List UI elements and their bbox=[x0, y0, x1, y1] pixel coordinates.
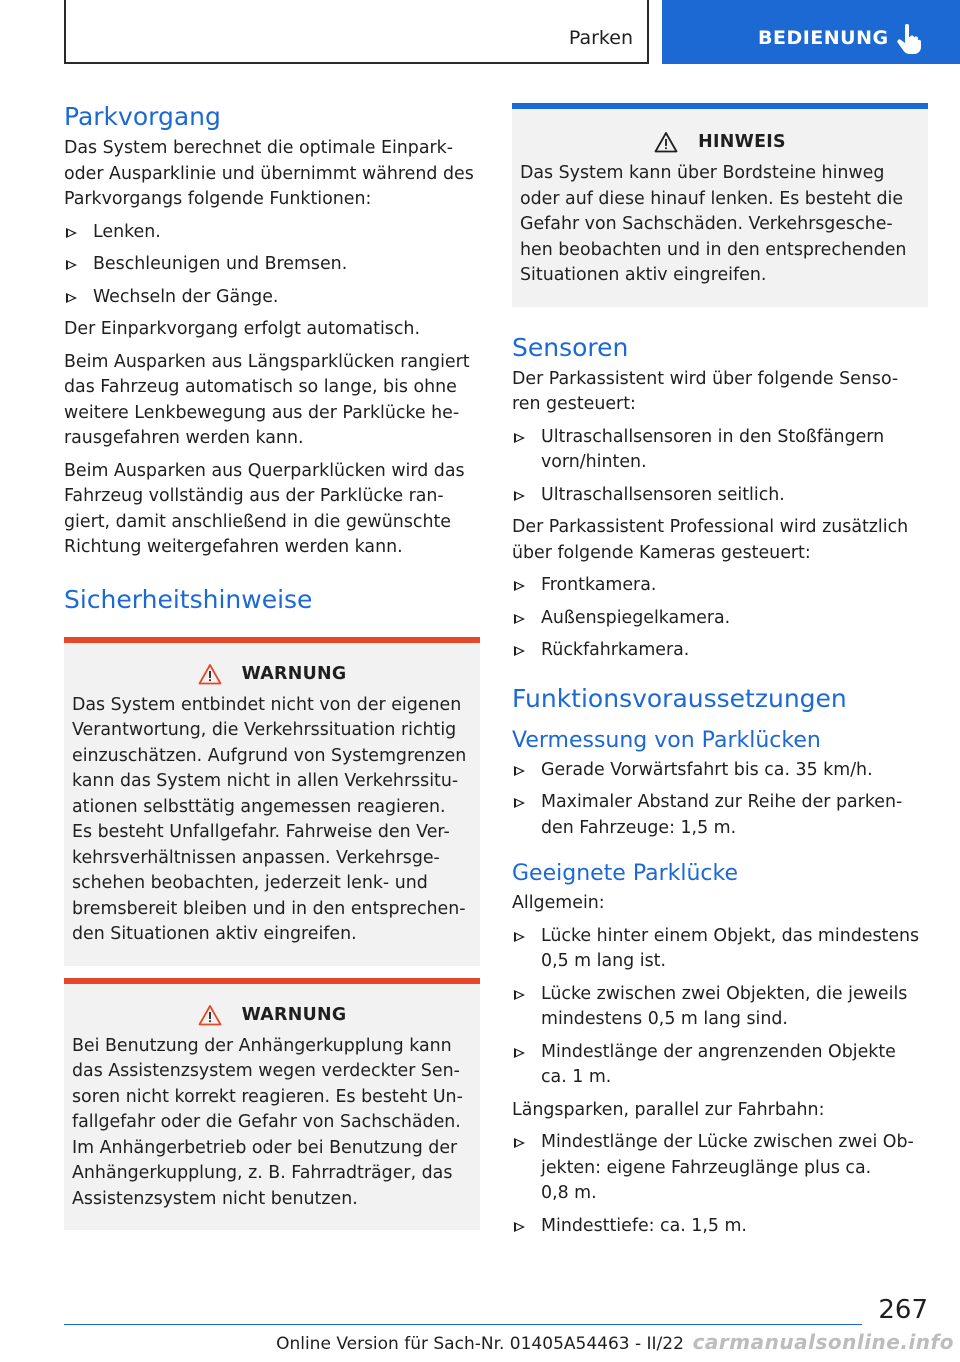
header-section-box bbox=[64, 0, 649, 64]
kamera-list bbox=[512, 573, 928, 664]
list-item: Ultraschallsensoren in den Stoßfängern vorn/hinten. bbox=[512, 425, 928, 476]
list-item: Gerade Vorwärtsfahrt bis ca. 35 km/h. bbox=[512, 758, 928, 784]
warning-title-row bbox=[72, 659, 472, 689]
list-item: Rückfahrkamera. bbox=[512, 638, 928, 664]
page-number: 267 bbox=[878, 1295, 928, 1325]
header-chapter-label: BEDIENUNG bbox=[758, 27, 889, 49]
list-item: Lenken. bbox=[64, 220, 480, 246]
left-column bbox=[64, 100, 480, 1230]
hinweis-title: HINWEIS bbox=[698, 132, 786, 152]
warning-triangle-icon bbox=[198, 663, 222, 685]
bullet-arrow-icon bbox=[514, 433, 525, 443]
list-item: Lücke zwischen zwei Objekten, die jeweils mindestens 0,5 m lang sind. bbox=[512, 982, 928, 1033]
geeignet-heading: Geeignete Parklücke bbox=[512, 861, 739, 886]
sensoren-list bbox=[512, 425, 928, 509]
kamera-intro: Der Parkassistent Professional wird zusätzlich über folgende Kameras gesteuert: bbox=[512, 517, 909, 563]
parkvorgang-intro: Das System berechnet die optimale Einpark- oder Ausparklinie und übernimmt während des Parkvorgangs folgende Funktionen: bbox=[64, 138, 474, 209]
bullet-arrow-icon bbox=[66, 228, 77, 238]
paragraph-einparken: Der Einparkvorgang erfolgt automatisch. bbox=[64, 319, 420, 339]
parkvorgang-list bbox=[64, 220, 480, 311]
funktion-heading: Funktionsvoraussetzungen bbox=[512, 683, 847, 713]
list-item: Wechseln der Gänge. bbox=[64, 285, 480, 311]
bullet-arrow-icon bbox=[66, 260, 77, 270]
allgemein-list bbox=[512, 924, 928, 1091]
header-chapter-tab bbox=[662, 0, 960, 64]
warning-title-row bbox=[72, 1000, 472, 1030]
notice-triangle-icon bbox=[654, 131, 678, 153]
bullet-arrow-icon bbox=[514, 1048, 525, 1058]
list-item: Außenspiegelkamera. bbox=[512, 606, 928, 632]
laengs-label: Längsparken, parallel zur Fahrbahn: bbox=[512, 1099, 825, 1120]
warning-title: WARNUNG bbox=[241, 1004, 347, 1025]
bullet-arrow-icon bbox=[514, 766, 525, 776]
warning-text: Bei Benutzung der Anhängerkupplung kann das Assistenzsystem wegen verdeckter Sen- soren nicht korrekt reagieren. Es besteht Un- fallgefahr oder die Gefahr von Sachschäden. Im Anhängerbetrieb oder bei Benutzung der Anhängerkupplung, z. B. Fahrradträger, das Assistenzsystem nicht benutzen. bbox=[72, 1035, 463, 1209]
bullet-arrow-icon bbox=[514, 990, 525, 1000]
warning-box-2 bbox=[64, 978, 480, 1231]
footer-online-version: Online Version für Sach-Nr. 01405A54463 - II/22 bbox=[276, 1334, 684, 1354]
bullet-arrow-icon bbox=[514, 1222, 525, 1232]
header-section-label: Parken bbox=[568, 27, 633, 49]
watermark: carmanualsonline.info bbox=[692, 1330, 954, 1354]
warning-box-1 bbox=[64, 637, 480, 966]
laengs-list bbox=[512, 1130, 928, 1239]
warning-text: Das System entbindet nicht von der eigenen Verantwortung, die Verkehrssituation richtig einzuschätzen. Aufgrund von Systemgrenzen kann das System nicht in allen Verkehrssitu- ationen selbsttätig angemessen reagieren. Es besteht Unfallgefahr. Fahrweise den Ver- kehrsverhältnissen anpassen. Verkehrsge- schehen beobachten, jederzeit lenk- und bremsbereit bleiben und in den entsprechen- den Situationen aktiv eingreifen. bbox=[72, 694, 467, 944]
paragraph-laengs: Beim Ausparken aus Längsparklücken rangiert das Fahrzeug automatisch so lange, bis ohne weitere Lenkbewegung aus der Parklücke he- rausgefahren werden kann. bbox=[64, 351, 470, 448]
hinweis-box bbox=[512, 103, 928, 307]
paragraph-quer: Beim Ausparken aus Querparklücken wird das Fahrzeug vollständig aus der Parklücke ran- giert, damit anschließend in die gewünschte Richtung weitergefahren werden kann. bbox=[64, 460, 465, 557]
list-item: Maximaler Abstand zur Reihe der parken- den Fahrzeuge: 1,5 m. bbox=[512, 790, 928, 841]
parkvorgang-heading: Parkvorgang bbox=[64, 102, 221, 131]
vermessung-heading: Vermessung von Parklücken bbox=[512, 727, 821, 753]
list-item: Mindesttiefe: ca. 1,5 m. bbox=[512, 1214, 928, 1240]
bullet-arrow-icon bbox=[514, 932, 525, 942]
bullet-arrow-icon bbox=[514, 646, 525, 656]
footer-divider bbox=[64, 1324, 862, 1325]
right-column bbox=[512, 103, 928, 1246]
list-item: Mindestlänge der Lücke zwischen zwei Ob- jekten: eigene Fahrzeuglänge plus ca. 0,8 m. bbox=[512, 1130, 928, 1207]
bullet-arrow-icon bbox=[514, 614, 525, 624]
list-item: Ultraschallsensoren seitlich. bbox=[512, 483, 928, 509]
hinweis-text: Das System kann über Bordsteine hinweg oder auf diese hinauf lenken. Es besteht die Gefahr von Sachschäden. Verkehrsgesche- hen beobachten und in den entsprechenden Situationen aktiv eingreifen. bbox=[520, 163, 907, 285]
bullet-arrow-icon bbox=[514, 798, 525, 808]
sensoren-intro: Der Parkassistent wird über folgende Senso- ren gesteuert: bbox=[512, 368, 899, 414]
bullet-arrow-icon bbox=[514, 581, 525, 591]
list-item: Frontkamera. bbox=[512, 573, 928, 599]
warning-title: WARNUNG bbox=[241, 663, 347, 684]
bullet-arrow-icon bbox=[514, 1138, 525, 1148]
vermessung-list bbox=[512, 758, 928, 842]
sicherheit-heading: Sicherheitshinweise bbox=[64, 584, 313, 614]
hinweis-title-row bbox=[520, 127, 920, 157]
hand-pointer-icon bbox=[896, 24, 922, 54]
list-item: Beschleunigen und Bremsen. bbox=[64, 252, 480, 278]
sensoren-heading: Sensoren bbox=[512, 332, 629, 362]
list-item: Lücke hinter einem Objekt, das mindestens 0,5 m lang ist. bbox=[512, 924, 928, 975]
bullet-arrow-icon bbox=[514, 491, 525, 501]
warning-triangle-icon bbox=[198, 1004, 222, 1026]
allgemein-label: Allgemein: bbox=[512, 893, 605, 913]
list-item: Mindestlänge der angrenzenden Objekte ca. 1 m. bbox=[512, 1040, 928, 1091]
bullet-arrow-icon bbox=[66, 293, 77, 303]
